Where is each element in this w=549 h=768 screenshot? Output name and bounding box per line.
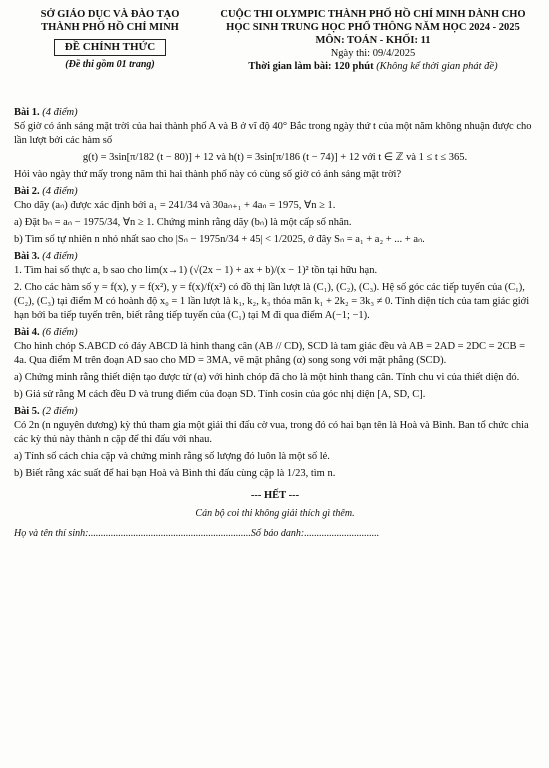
exam-date: Ngày thi: 09/4/2025 bbox=[330, 48, 416, 59]
department-name: SỞ GIÁO DỤC VÀ ĐÀO TẠO bbox=[40, 9, 180, 20]
problem-2a: a) Đặt bₙ = aₙ − 1975/34, ∀n ≥ 1. Chứng minh rằng dãy (bₙ) là một cấp số nhân. bbox=[14, 217, 352, 228]
header-left bbox=[14, 8, 206, 71]
end-marker: --- HẾT --- bbox=[250, 490, 300, 501]
proctor-note: Cán bộ coi thi không giải thích gì thêm. bbox=[195, 508, 355, 519]
problem-4b: b) Giả sử rằng M cách đều D và trung điểm của đoạn SD. Tính cosin của góc nhị diện [A, SD, C]. bbox=[14, 389, 426, 400]
contest-subtitle: HỌC SINH TRUNG HỌC PHỔ THÔNG NĂM HỌC 2024 - 2025 bbox=[226, 22, 520, 33]
problem-3-part-1: 1. Tìm hai số thực a, b sao cho lim(x→1) (√(2x − 1) + ax + b)/(x − 1)² tồn tại hữu hạn. bbox=[14, 265, 378, 276]
problem-4-title: Bài 4. (6 điểm) bbox=[14, 327, 78, 338]
problem-5-text: Có 2n (n nguyên dương) kỳ thủ tham gia một giải thi đấu cờ vua, trong đó có hai bạn tên là Hoà và Bình. Ban tổ chức chia các kỳ thủ này thành n cặp để thi đấu với nhau. bbox=[14, 420, 529, 445]
problem-4-text: Cho hình chóp S.ABCD có đáy ABCD là hình thang cân (AB // CD), SCD là tam giác đều và AB = 2AD = 2DC = 2CB = 4a. Qua điểm M trên đoạn AD sao cho MD = 3MA, vẽ mặt phẳng (α) song song với mặt phẳng (SCD). bbox=[14, 341, 526, 366]
problem-3-part-2: 2. Cho các hàm số y = f(x), y = f(x²), y = f(x)/f(x²) có đồ thị lần lượt là (C₁), (C₂), (C₃). Hệ số góc các tiếp tuyến của (C₁), (C₂), (C₃) tại điểm M có hoành độ x₀ = 1 lần lượt là k₁, k₂, k₃ thỏa mãn k₁ + 2k₂ = 3k₃ ≠ 0. Tính diện tích của tam giác giới hạn bởi ba tiếp tuyến trên, biết rằng tiếp tuyến của (C₁) tại M đi qua điểm A(−1; −1). bbox=[14, 282, 530, 321]
problem-2-title: Bài 2. (4 điểm) bbox=[14, 186, 78, 197]
problem-1-question: Hỏi vào ngày thứ mấy trong năm thì hai thành phố này có cùng số giờ có ánh sáng mặt trời? bbox=[14, 169, 402, 180]
problem-4a: a) Chứng minh rằng thiết diện tạo được từ (α) với hình chóp đã cho là một hình thang cân. Tính chu vi của thiết diện đó. bbox=[14, 372, 520, 383]
problem-1-title: Bài 1. (4 điểm) bbox=[14, 107, 78, 118]
problem-1-formula: g(t) = 3sin[π/182 (t − 80)] + 12 và h(t) = 3sin[π/186 (t − 74)] + 12 với t ∈ ℤ và 1 ≤ t ≤ 365. bbox=[82, 152, 468, 163]
problem-2-text: Cho dãy (aₙ) được xác định bởi a₁ = 241/34 và 30aₙ₊₁ + 4aₙ = 1975, ∀n ≥ 1. bbox=[14, 200, 336, 211]
header-right bbox=[208, 8, 538, 73]
problem-2b: b) Tìm số tự nhiên n nhỏ nhất sao cho |Sₙ − 1975n/34 + 45| < 1/2025, ở đây Sₙ = a₁ + a₂ + ... + aₙ. bbox=[14, 234, 425, 245]
contest-title: CUỘC THI OLYMPIC THÀNH PHỐ HỒ CHÍ MINH DÀNH CHO bbox=[220, 9, 526, 20]
time-note: (Không kể thời gian phát đề) bbox=[376, 61, 498, 72]
subject: MÔN: TOÁN - KHỐI: 11 bbox=[315, 35, 431, 46]
exam-time: Thời gian làm bài: 120 phút bbox=[248, 61, 374, 72]
problem-5b: b) Biết rằng xác suất để hai bạn Hoà và Bình thi đấu cùng cặp là 1/23, tìm n. bbox=[14, 468, 336, 479]
candidate-info-line: Họ và tên thí sinh:.................................................................Số báo danh:.............................. bbox=[14, 528, 380, 539]
page-count: (Đề thi gồm 01 trang) bbox=[65, 59, 155, 70]
problem-3-title: Bài 3. (4 điểm) bbox=[14, 251, 78, 262]
problem-5a: a) Tính số cách chia cặp và chứng minh rằng số lượng đó luôn là một số lẻ. bbox=[14, 451, 330, 462]
city-name: THÀNH PHỐ HỒ CHÍ MINH bbox=[41, 22, 179, 33]
exam-body bbox=[14, 104, 536, 541]
problem-1-text: Số giờ có ánh sáng mặt trời của hai thành phố A và B ở vĩ độ 40° Bắc trong ngày thứ t của một năm không nhuận được cho lần lượt bởi các hàm số bbox=[14, 121, 532, 146]
problem-5-title: Bài 5. (2 điểm) bbox=[14, 406, 78, 417]
official-badge: ĐỀ CHÍNH THỨC bbox=[54, 39, 166, 56]
